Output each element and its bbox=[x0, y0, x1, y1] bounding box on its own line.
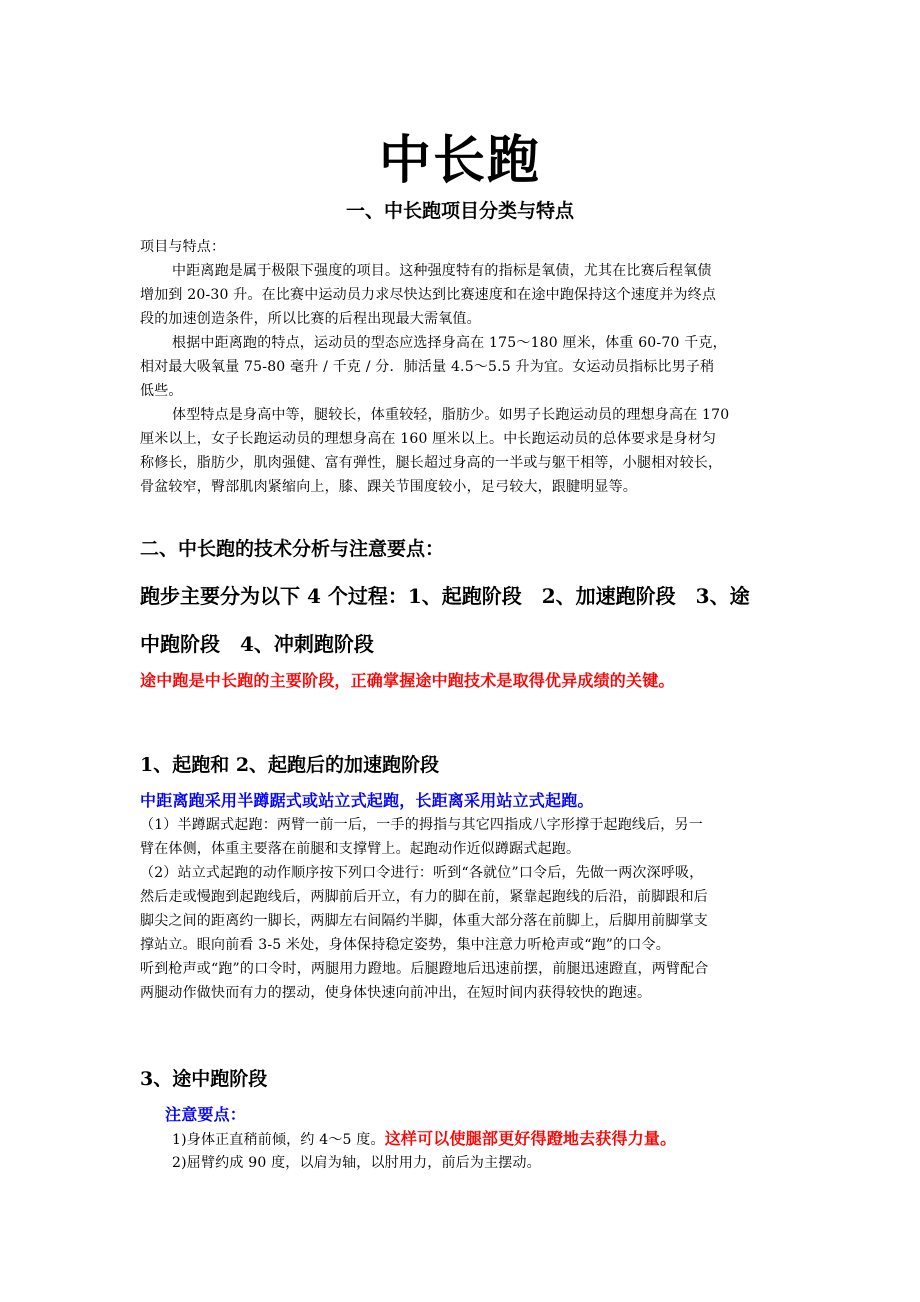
note-item-2: 2)屈臂约成 90 度，以肩为轴，以肘用力，前后为主摆动。 bbox=[172, 1155, 541, 1171]
start-detail-line-5: 脚尖之间的距离约一脚长，两脚左右间隔约半脚，体重大部分落在前脚上，后脚用前脚掌支 bbox=[140, 913, 708, 929]
paragraph-2-line-3: 低些。 bbox=[140, 383, 183, 399]
start-detail-line-8: 两腿动作做快而有力的摆动，使身体快速向前冲出，在短时间内获得较快的跑速。 bbox=[140, 985, 652, 1001]
section-4-heading: 3、途中跑阶段 bbox=[140, 1068, 268, 1090]
start-detail-line-6: 撑站立。眼向前看 3-5 米处，身体保持稳定姿势，集中注意力听枪声或“跑”的口令。 bbox=[140, 937, 670, 953]
start-detail-line-1: （1）半蹲踞式起跑：两臂一前一后，一手的拇指与其它四指成八字形撑于起跑线后，另一 bbox=[140, 817, 703, 833]
note-item-1-text: 1)身体正直稍前倾，约 4～5 度。 bbox=[172, 1132, 385, 1148]
page-title: 中长跑 bbox=[378, 130, 541, 191]
start-detail-line-4: 然后走或慢跑到起跑线后，两脚前后开立，有力的脚在前，紧靠起跑线的后沿，前脚跟和后 bbox=[140, 889, 708, 905]
key-statement: 途中跑是中长跑的主要阶段，正确掌握途中跑技术是取得优异成绩的关键。 bbox=[140, 671, 675, 690]
note-item-1-emphasis: 这样可以使腿部更好得蹬地去获得力量。 bbox=[384, 1129, 677, 1148]
paragraph-2-line-2: 相对最大吸氧量 75-80 毫升 / 千克 / 分．肺活量 4.5～5.5 升为宜。女运动员指标比男子稍 bbox=[140, 359, 715, 375]
paragraph-1-line-3: 段的加速创造条件，所以比赛的后程出现最大需氧值。 bbox=[140, 311, 481, 327]
note-item-1 bbox=[172, 1126, 676, 1149]
paragraph-3-line-2: 厘米以上，女子长跑运动员的理想身高在 160 厘米以上。中长跑运动员的总体要求是身材匀 bbox=[140, 431, 717, 447]
section-2-heading: 二、中长跑的技术分析与注意要点： bbox=[140, 538, 445, 560]
start-method-note: 中距离跑采用半蹲踞式或站立式起跑，长距离采用站立式起跑。 bbox=[140, 791, 594, 810]
paragraph-3-line-3: 称修长，脂肪少，肌肉强健、富有弹性，腿长超过身高的一半或与躯干相等，小腿相对较长， bbox=[140, 455, 723, 471]
section-1-heading: 一、中长跑项目分类与特点 bbox=[345, 200, 574, 222]
paragraph-1-line-1: 中距离跑是属于极限下强度的项目。这种强度特有的指标是氧债，尤其在比赛后程氧债 bbox=[172, 263, 712, 279]
section-1-label: 项目与特点： bbox=[140, 239, 226, 255]
start-detail-line-7: 听到枪声或“跑”的口令时，两腿用力蹬地。后腿蹬地后迅速前摆，前腿迅速蹬直，两臂配合 bbox=[140, 961, 709, 977]
paragraph-3-line-4: 骨盆较窄，臀部肌肉紧缩向上，膝、踝关节围度较小，足弓较大，跟腱明显等。 bbox=[140, 479, 637, 495]
start-detail-line-3: （2）站立式起跑的动作顺序按下列口令进行：听到“各就位”口令后，先做一两次深呼吸， bbox=[140, 865, 704, 881]
paragraph-1-line-2: 增加到 20-30 升。在比赛中运动员力求尽快达到比赛速度和在途中跑保持这个速度并为终点 bbox=[140, 287, 717, 303]
phases-line-2: 中跑阶段 4、冲刺跑阶段 bbox=[140, 632, 374, 656]
paragraph-3-line-1: 体型特点是身高中等，腿较长，体重较轻，脂肪少。如男子长跑运动员的理想身高在 170 bbox=[172, 407, 730, 423]
note-label: 注意要点： bbox=[165, 1105, 247, 1124]
start-detail-line-2: 臂在体侧，体重主要落在前腿和支撑臂上。起跑动作近似蹲踞式起跑。 bbox=[140, 841, 581, 857]
phases-line-1: 跑步主要分为以下 4 个过程：1、起跑阶段 2、加速跑阶段 3、途 bbox=[140, 584, 750, 608]
paragraph-2-line-1: 根据中距离跑的特点，运动员的型态应选择身高在 175～180 厘米，体重 60-70 千克， bbox=[172, 335, 727, 351]
section-3-heading: 1、起跑和 2、起跑后的加速跑阶段 bbox=[140, 754, 440, 776]
